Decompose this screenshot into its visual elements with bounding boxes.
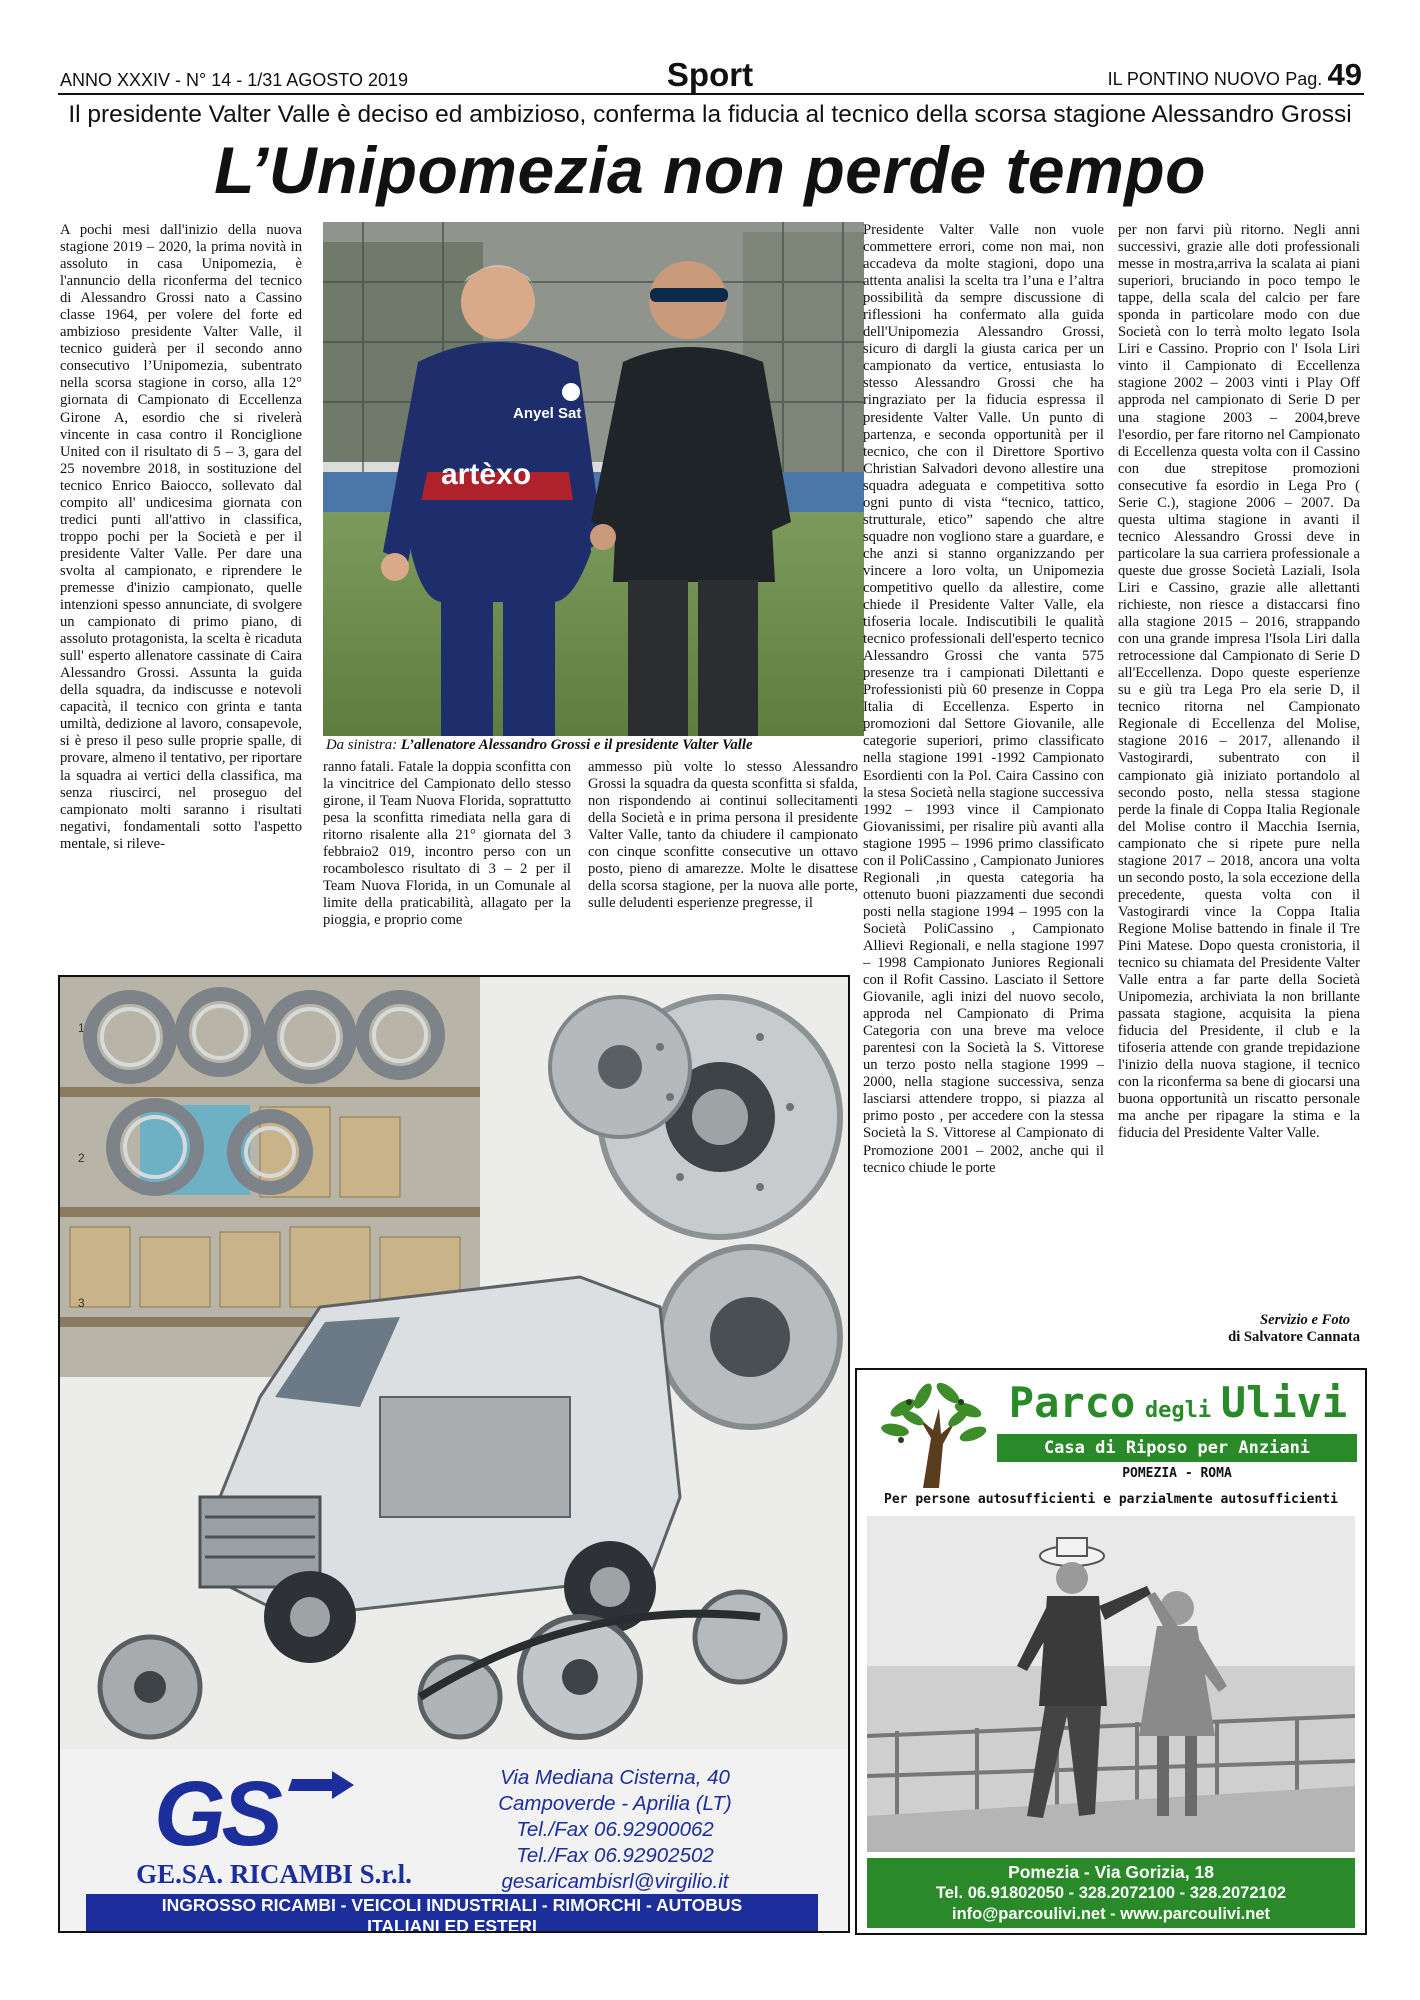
article-kicker: Il presidente Valter Valle è deciso ed ambizioso, conferma la fiducia al tecnico della scorsa stagione Alessandro Grossi (68, 101, 1352, 128)
parco-name-3: Ulivi (1220, 1378, 1348, 1427)
gesa-email: gesaricambisrl@virgilio.it (501, 1870, 729, 1893)
article-col-1: A pochi mesi dall'inizio della nuova stagione 2019 – 2020, la prima novità in assoluto in casa Unipomezia, è l'annuncio della riconferma del tecnico di Alessandro Grossi nato a Cassino classe 1964, per volere del forte ed ambizioso presidente Valter Valle, il tecnico guiderà per il secondo anno consecutivo l’Unipomezia, subentrato nella scorsa stagione in corso, alla 12° giornata di Campionato di Eccellenza Girone A, esordio che si rivelerà vincente in casa contro il Ronciglione United con il risultato di 5 – 3, gara del 25 novembre 2018, in sostituzione del tecnico Enrico Baiocco, sollevato dal compito all' undicesima giornata con tredici punti all'attivo in classifica, troppo pochi per la Società e per il presidente Valter Valle. Per dare una svolta al campionato, e riprendere le premesse d'inizio campionato, quelle intenzioni spesso annunciate, di svolgere un campionato di primo piano, di assoluto protagonista, la scelta è ricaduta sull' esperto allenatore cassinate di Caira Alessandro Grossi. Assunta la guida della squadra, da indiscusse e notevoli capacità, il tecnico con grinta e tanta umiltà, dedizione al lavoro, consapevole, si è preso il peso sulle proprie spalle, di provare, almeno il tentativo, per riportare la squadra ai vertici della classifica, ma senza riuscirci, nel proseguo del campionato molti saranno i risultati negativi, fondamentali sotto l'aspetto mentale, si rileve- (60, 222, 302, 852)
parco-tagline: Per persone autosufficienti e parzialmente autosufficienti (884, 1492, 1338, 1507)
article-col-4: Presidente Valter Valle non vuole commettere errori, come non mai, non accadeva da molte stagioni, dopo una attenta analisi la scelta tra l’una e l’altra possibilità da sempre discussione di riflessioni ha confermato alla guida dell'Unipomezia Alessandro Grossi, sicuro di dargli la giusta carica per un campionato da vertice, entusiasta lo stesso Alessandro Grossi che ha ringraziato per la fiducia espressa il presidente Valter Valle. Un punto di partenza, e seconda opportunità per il tecnico, che con il Direttore Sportivo Christian Salvadori devono allestire una squadra adeguata e competitiva sotto ogni punto di vista “tecnico, tattico, strutturale, etico” sapendo che altre squadre non vogliono stare a guardare, e che anzi si stanno organizzando per vincere a loro volta, un Unipomezia competitivo quello da allestire, come chiede il Presidente Valter Valle, ela tifoseria locale. Indiscutibili le qualità tecnico professionali dell'esperto tecnico Alessandro Grossi che vanta 575 presenze tra i campionati Dilettanti e Professionisti più 60 presenze in Coppa Italia di Eccellenza. Esperto in promozioni dal Settore Giovanile, alle categorie superiori, primo classificato nella stagione 1991 -1992 Campionato Esordienti con la Pol. Caira Cassino con la stesa Società nella stagione successiva 1992 – 1993 vince il Campionato Giovanissimi, per risalire più avanti alla stagione 1995 – 1996 primo classificato con il PoliCassino , Campionato Juniores Regionali ,in questa categoria ha ottenuto buoni piazzamenti due secondi posti nella stagione 1994 – 1995 con la Società PoliCassino , Campionato Allievi Regionali, e nella stagione 1997 – 1998 Campionato Juniores Regionali con il Rofit Cassino. Lasciato il Settore Giovanile, agli inizi del nuovo secolo, approda nel Campionato di Prima Categoria con una breve ma veloce parentesi con la Società la S. Vittorese un terzo posto nella stagione 1999 – 2000, nella stagione successiva, senza lasciarsi attendere troppo, si piazza al primo posto , per accedere con la stessa Società la S. Vittorese al Campionato di Promozione 2001 – 2002, anche qui il tecnico chiude le porte (863, 222, 1104, 1176)
paper-name: IL PONTINO NUOVO (1107, 69, 1280, 89)
parco-name-1: Parco (1008, 1378, 1136, 1427)
issue-info: ANNO XXXIV - N° 14 - 1/31 AGOSTO 2019 (60, 70, 409, 90)
caption-prefix: Da sinistra: (326, 737, 398, 753)
gesa-tel-1: Tel./Fax 06.92900062 (516, 1818, 714, 1841)
gesa-tel-2: Tel./Fax 06.92902502 (516, 1844, 714, 1867)
page-number: 49 (1327, 57, 1362, 92)
gesa-address-line-2: Campoverde - Aprilia (LT) (498, 1792, 732, 1815)
rack-label-3: 3 (78, 1296, 85, 1310)
gesa-banner-line-2: ITALIANI ED ESTERI (367, 1916, 537, 1933)
parco-phones: Tel. 06.91802050 - 328.2072100 - 328.2072102 (935, 1884, 1287, 1902)
parco-name-2: degli (1144, 1398, 1212, 1423)
jersey-brand: artèxo (441, 458, 532, 491)
gesa-contacts (450, 1765, 780, 1895)
parco-location: POMEZIA - ROMA (1122, 1466, 1232, 1481)
gesa-company-name: GE.SA. RICAMBI S.r.l. (136, 1859, 412, 1889)
ad-parco-ulivi (855, 1368, 1367, 1935)
parco-name (993, 1378, 1363, 1427)
pag-label: Pag. (1285, 69, 1323, 89)
credit-line-1: Servizio e Foto (1260, 1312, 1350, 1328)
ad-gesa (58, 975, 850, 1933)
gs-logo (142, 1767, 362, 1857)
gesa-address-line-1: Via Mediana Cisterna, 40 (500, 1766, 730, 1789)
photo-caption (326, 737, 864, 754)
auto-parts-collage (60, 977, 848, 1749)
rack-label-2: 2 (78, 1151, 85, 1165)
article-col-3: ammesso più volte lo stesso Alessandro Grossi la squadra da questa sconfitta si sfalda, non rispondendo ai continui sollecitamenti della Società e in prima persona il presidente Valter Valle, tanto da chiudere il campionato con cinque sconfitte consecutive un ottavo posto, pieno di amarezze. Molte le disattese della scorsa stagione, per la nuova alle porte, sulle deludenti esperienze pregresse, il (588, 759, 858, 912)
article-col-2: ranno fatali. Fatale la doppia sconfitta con la vincitrice del Campionato dello stesso girone, il Team Nuova Florida, soprattutto pesa la sconfitta rimediata nella gara di ritorno risalente alla 21° giornata del 3 febbraio2 019, incontro perso con un rocambolesco risultato di 3 – 2 per il Team Nuova Florida, in un Comunale al limite della praticabilità, allagato per la pioggia, e proprio come (323, 759, 571, 929)
article-title: L’Unipomezia non perde tempo (214, 133, 1206, 207)
jersey-sponsor: Anyel Sat (513, 405, 582, 422)
page-info (1108, 57, 1362, 93)
article-photo (323, 222, 864, 736)
gesa-banner (86, 1894, 818, 1933)
rack-label-1: 1 (78, 1021, 85, 1035)
gesa-banner-line-1: INGROSSO RICAMBI - VEICOLI INDUSTRIALI - RIMORCHI - AUTOBUS (161, 1895, 743, 1915)
section-title: Sport (666, 56, 754, 93)
credit-line-2: di Salvatore Cannata (1228, 1329, 1360, 1345)
parco-web: info@parcoulivi.net - www.parcoulivi.net (951, 1905, 1270, 1923)
gs-logo-letters: GS (154, 1767, 279, 1857)
header-rule (58, 93, 1364, 95)
parco-contact-bar (867, 1858, 1355, 1928)
article-credit (1118, 1312, 1360, 1346)
article-col-5: per non farvi più ritorno. Negli anni successivi, grazie alle doti professionali messe in mostra,arriva la scalata ai piani superiori, bruciando in poco tempo le tappe, della scala del calcio per fare sponda in particolare modo con due Società con lo terrà molto legato Isola Liri e Cassino. Proprio con l' Isola Liri vinto il Campionato di Eccellenza stagione 2002 – 2003 vinti i Play Off approda nel campionato di Serie D per una stagione 2003 – 2004,breve l'esordio, per fare ritorno nel Campionato di Eccellenza questa volta con il Cassino con due strepitose promozioni consecutive fa esordio in Lega Pro ( Serie C.), stagione 2006 – 2007. Da questa ultima stagione in avanti il tecnico Alessandro Grossi deve in particolare la sua carriera professionale a queste due grosse Società Laziali, Isola Liri e Cassino, grazie alle allettanti richieste, non riesce a distaccarsi fino alla stagione 2015 – 2016, strappando con una grande impresa l'Isola Liri dalla retrocessione dal Campionato di Serie D all'Eccellenza. Dopo queste esperienze su e giù tra Lega Pro ela serie D, il tecnico ritorna nel Campionato Regionale di Eccellenza del Molise, stagione 2016 – 2017, allenando il Vastogirardi, subentrato con il campionato già iniziato portandolo al secondo posto, nella stessa stagione perde la finale di Coppa Italia Regionale del Molise contro il Macchia Isernia, campionato che si ripete pure nella stagione 2017 – 2018, ancora una volta un secondo posto, la sola eccezione della precedente, questa volta con il Vastogirardi vince la Coppa Italia Regione Molise battendo in finale il Tre Pini Matese. Dopo questa cronistoria, il tecnico su chiamata del Presidente Valter Valle entra a far parte della Società Unipomezia, archiviata la non brillante passata stagione, acquisita la piena fiducia del Presidente, il club e la tifoseria attende con grande trepidazione l'inizio della nuova stagione, il tecnico con la riconferma sa bene di giocarsi una buona opportunità un riscatto personale ma anche per ripagare la stima e la fiducia del Presidente Valter Valle. (1118, 222, 1360, 1142)
parco-address: Pomezia - Via Gorizia, 18 (1008, 1862, 1214, 1882)
olive-tree-icon (873, 1378, 993, 1488)
parco-subtitle: Casa di Riposo per Anziani (997, 1434, 1357, 1462)
coach-and-president-photo (323, 222, 864, 736)
dancing-couple-photo (867, 1516, 1355, 1852)
caption-text: L’allenatore Alessandro Grossi e il presidente Valter Valle (397, 737, 753, 753)
